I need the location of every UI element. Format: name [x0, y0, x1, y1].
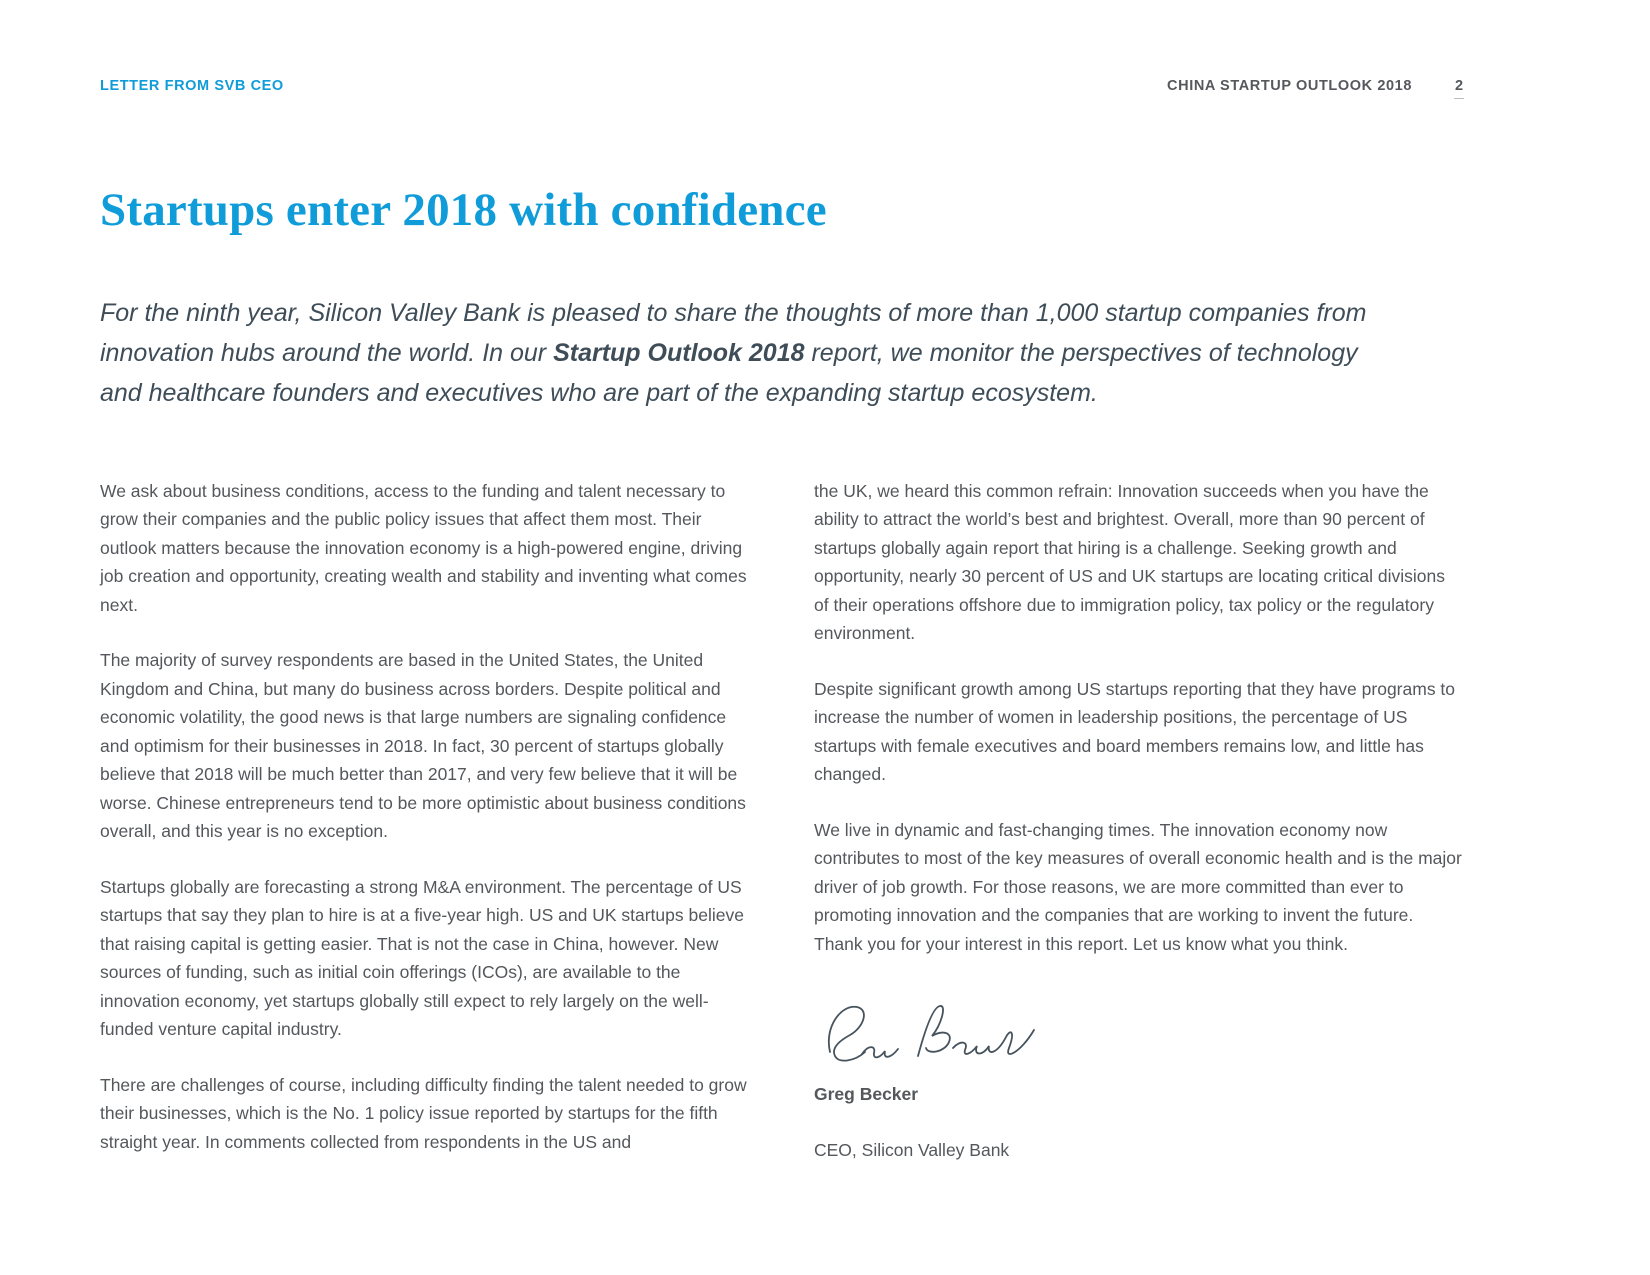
page-title: Startups enter 2018 with confidence	[100, 184, 827, 236]
body-paragraph: the UK, we heard this common refrain: Innovation succeeds when you have the ability to attract the world’s best and brightest. Overall, more than 90 percent of startups globally again report that hiring is a challenge. Seeking growth and opportunity, nearly 30 percent of US and UK startups are locating critical divisions of their operations offshore due to immigration policy, tax policy or the regulatory environment.	[814, 480, 1445, 644]
page-number-block	[1454, 78, 1464, 99]
right-column	[814, 477, 1464, 1192]
body-columns	[100, 477, 1464, 1192]
signature-block	[814, 992, 1464, 1164]
body-paragraph: We ask about business conditions, access to the funding and talent necessary to grow their companies and the public policy issues that affect them most. Their outlook matters because the innovation economy is a high-powered engine, driving job creation and opportunity, creating wealth and stability and inventing what comes next.	[100, 480, 747, 615]
intro-text-after: report, we monitor the perspectives of technology and healthcare founders and executives who are part of the expanding startup ecosystem.	[100, 338, 1358, 407]
left-column	[100, 477, 750, 1192]
intro-text-before: For the ninth year, Silicon Valley Bank is pleased to share the thoughts of more than 1,000 startup companies from innovation hubs around the world. In our	[100, 298, 1367, 367]
page-number: 2	[1454, 78, 1464, 94]
page-header	[100, 78, 1464, 99]
body-paragraph: There are challenges of course, including difficulty finding the talent needed to grow their businesses, which is the No. 1 policy issue reported by startups for the fifth straight year. In comments collected from respondents in the US and	[100, 1074, 747, 1152]
intro-paragraph	[100, 293, 1390, 413]
body-paragraph: Despite significant growth among US startups reporting that they have programs to increase the number of women in leadership positions, the percentage of US startups with female executives and board members remains low, and little has changed.	[814, 678, 1456, 785]
signatory-title: CEO, Silicon Valley Bank	[814, 1139, 1010, 1160]
header-right-group	[1167, 78, 1464, 99]
page-number-rule	[1454, 98, 1464, 99]
header-report-title: CHINA STARTUP OUTLOOK 2018	[1167, 78, 1412, 94]
handwritten-signature-image	[810, 992, 1040, 1080]
body-paragraph: The majority of survey respondents are based in the United States, the United Kingdom and China, but many do business across borders. Despite political and economic volatility, the good news is that large numbers are signaling confidence and optimism for their businesses in 2018. In fact, 30 percent of startups globally believe that 2018 will be much better than 2017, and very few believe that it will be worse. Chinese entrepreneurs tend to be more optimistic about business conditions overall, and this year is no exception.	[100, 650, 746, 842]
intro-bold-report-name: Startup Outlook 2018	[553, 338, 805, 367]
body-paragraph: We live in dynamic and fast-changing times. The innovation economy now contributes to most of the key measures of overall economic health and is the major driver of job growth. For those reasons, we are more committed than ever to promoting innovation and the companies that are working to invent the future. Thank you for your interest in this report. Let us know what you think.	[814, 819, 1462, 954]
signatory-name: Greg Becker	[814, 1084, 919, 1105]
body-paragraph: Startups globally are forecasting a strong M&A environment. The percentage of US startups that say they plan to hire is at a five-year high. US and UK startups believe that raising capital is getting easier. That is not the case in China, however. New sources of funding, such as initial coin offerings (ICOs), are available to the innovation economy, yet startups globally still expect to rely largely on the well-funded venture capital industry.	[100, 876, 744, 1040]
header-section-label: LETTER FROM SVB CEO	[100, 78, 284, 94]
